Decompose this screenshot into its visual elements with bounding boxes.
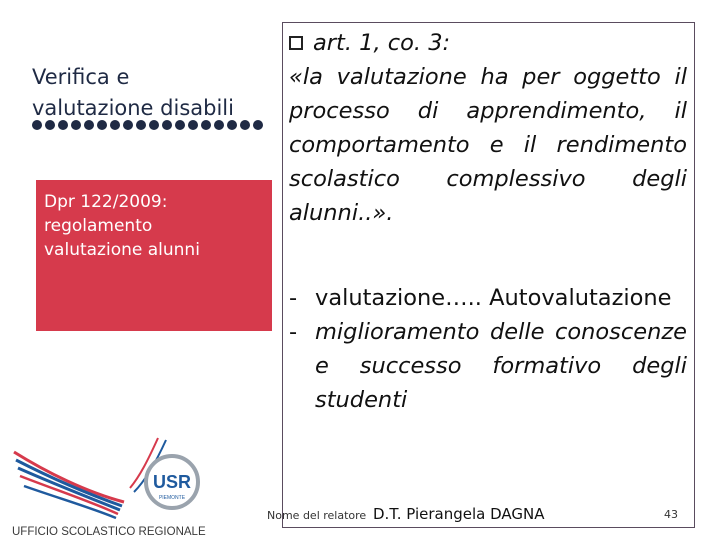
logo-badge-subtext: PIEMONTE: [158, 495, 186, 501]
reference-line-3: valutazione alunni: [44, 240, 200, 260]
dotted-divider: [32, 120, 272, 134]
slide-title: [32, 62, 282, 124]
reference-line-1: Dpr 122/2009:: [44, 192, 168, 212]
usr-piemonte-logo: [6, 432, 211, 540]
reference-box: [36, 180, 272, 331]
list-item-text: valutazione….. Autovalutazione: [315, 285, 672, 311]
slide-title-line-1: Verifica e: [32, 65, 130, 89]
slide-title-line-2: valutazione disabili: [32, 96, 234, 120]
article-heading: art. 1, co. 3:: [313, 30, 451, 56]
speaker-label: Nome del relatore: [267, 509, 367, 522]
logo-badge-text: USR: [152, 472, 192, 492]
point-list: [289, 281, 687, 417]
list-item: [289, 315, 687, 417]
quote-block: [289, 26, 687, 230]
reference-line-2: regolamento: [44, 216, 153, 236]
article-quote: «la valutazione ha per oggetto il processo di apprendimento, il comportamento e il rendimento scolastico complessivo degli alunni..».: [289, 64, 687, 226]
dash-bullet: -: [289, 319, 298, 345]
list-item-text: miglioramento delle conoscenze e successo formativo degli studenti: [315, 319, 687, 413]
dash-bullet: -: [289, 285, 298, 311]
checkbox-bullet-icon: [289, 36, 303, 50]
list-item: [289, 281, 687, 315]
page-number: 43: [664, 508, 678, 521]
logo-caption: UFFICIO SCOLASTICO REGIONALE: [12, 526, 206, 538]
speaker-name: D.T. Pierangela DAGNA: [373, 505, 545, 523]
